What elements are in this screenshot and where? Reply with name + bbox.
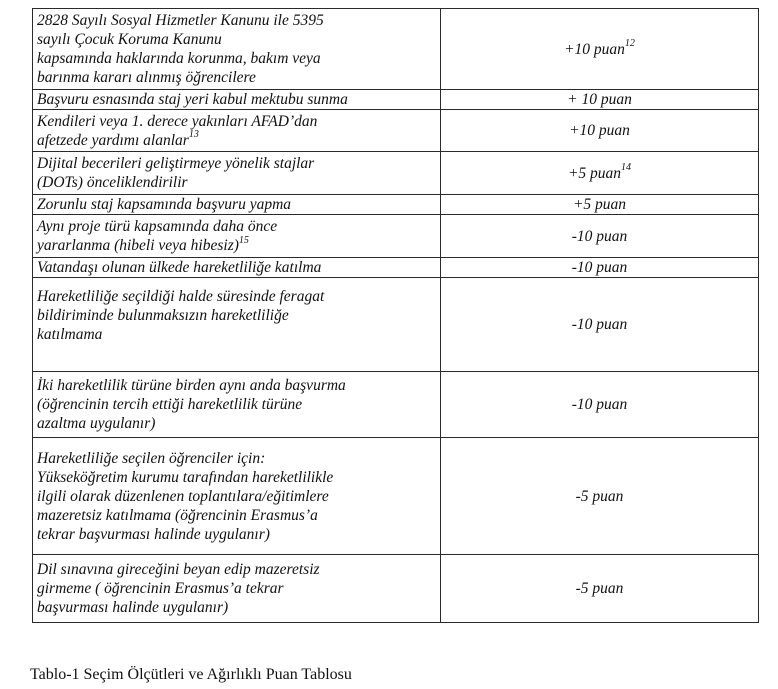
criterion-cell — [33, 215, 441, 258]
table-caption: Tablo-1 Seçim Ölçütleri ve Ağırlıklı Puan Tablosu — [30, 666, 352, 683]
criterion-cell — [33, 438, 441, 555]
footnote-marker: 15 — [238, 234, 249, 246]
score-cell — [441, 555, 759, 623]
table-row — [33, 258, 759, 278]
table-row — [33, 438, 759, 555]
criterion-line: başvurması halinde uygulanır) — [37, 599, 229, 616]
score-value: -10 puan — [571, 396, 628, 413]
table-row — [33, 90, 759, 110]
criterion-line: İki hareketlilik türüne birden aynı anda başvurma — [37, 377, 346, 394]
table-row — [33, 152, 759, 195]
criterion-line: Dil sınavına gireceğini beyan edip mazeretsiz — [37, 561, 320, 578]
criterion-line: Başvuru esnasında staj yeri kabul mektubu sunma — [37, 91, 348, 108]
score-cell — [441, 215, 759, 258]
criterion-line: Dijital becerileri geliştirmeye yönelik stajlar — [37, 155, 315, 172]
score-cell — [441, 195, 759, 215]
score-value: -10 puan — [571, 316, 628, 333]
criterion-cell — [33, 372, 441, 438]
criterion-line: Aynı proje türü kapsamında daha önce — [37, 218, 278, 235]
criterion-line: ilgili olarak düzenlenen toplantılara/eğitimlere — [37, 487, 329, 505]
table-row — [33, 555, 759, 623]
table-row — [33, 110, 759, 152]
score-value: +5 puan — [572, 196, 627, 213]
criterion-cell — [33, 152, 441, 195]
table-row — [33, 215, 759, 258]
score-cell — [441, 438, 759, 555]
score-cell — [441, 372, 759, 438]
footnote-marker: 14 — [621, 162, 632, 174]
score-cell — [441, 152, 759, 195]
table-row — [33, 372, 759, 438]
score-value: +5 puan — [567, 164, 622, 182]
criterion-line: girmeme ( öğrencinin Erasmus’a tekrar — [37, 580, 284, 597]
score-cell — [441, 90, 759, 110]
table-row — [33, 9, 759, 90]
score-cell — [441, 9, 759, 90]
footnote-marker: 13 — [188, 129, 199, 141]
criterion-cell — [33, 555, 441, 623]
table-body — [33, 9, 759, 623]
criterion-line: afetzede yardımı alanlar — [37, 131, 189, 149]
criterion-line: azaltma uygulanır) — [37, 415, 156, 432]
criterion-line: sayılı Çocuk Koruma Kanunu — [37, 31, 222, 48]
criterion-line-with-footnote — [37, 236, 436, 255]
score-cell — [441, 258, 759, 278]
score-cell — [441, 110, 759, 152]
criterion-line: katılmama — [37, 325, 103, 343]
score-value: -10 puan — [571, 227, 628, 245]
criterion-line: 2828 Sayılı Sosyal Hizmetler Kanunu ile 5395 — [37, 12, 324, 29]
score-value: -5 puan — [575, 487, 624, 505]
criterion-line: Zorunlu staj kapsamında başvuru yapma — [37, 196, 292, 213]
criterion-line: Vatandaşı olunan ülkede hareketliliğe katılma — [37, 259, 322, 276]
footnote-marker: 12 — [624, 38, 635, 50]
criterion-line: barınma kararı alınmış öğrencilere — [37, 69, 256, 86]
criterion-cell — [33, 90, 441, 110]
score-value: + 10 puan — [567, 91, 632, 108]
criterion-line: yararlanma (hibeli veya hibesiz) — [37, 237, 239, 254]
score-value: -5 puan — [575, 580, 624, 597]
criterion-cell — [33, 195, 441, 215]
criterion-line: (DOTs) önceliklendirilir — [37, 174, 188, 191]
criterion-line: Yükseköğretim kurumu tarafından hareketlilikle — [37, 468, 334, 486]
criterion-line: Kendileri veya 1. derece yakınları AFAD’dan — [37, 112, 318, 130]
score-value: +10 puan — [569, 122, 630, 139]
criterion-cell — [33, 110, 441, 152]
criterion-cell — [33, 278, 441, 372]
criterion-line: mazeretsiz katılmama (öğrencinin Erasmus’a — [37, 506, 318, 524]
criterion-line: Hareketliliğe seçilen öğrenciler için: — [37, 449, 266, 467]
criterion-line — [37, 344, 436, 363]
criterion-line: bildiriminde bulunmaksızın hareketliliğe — [37, 306, 289, 324]
score-value: -10 puan — [571, 259, 628, 276]
score-value: +10 puan — [564, 40, 625, 58]
score-cell — [441, 278, 759, 372]
criterion-line: kapsamında haklarında korunma, bakım veya — [37, 50, 321, 67]
criterion-cell — [33, 9, 441, 90]
criterion-line: Hareketliliğe seçildiği halde süresinde feragat — [37, 287, 325, 305]
selection-criteria-table — [32, 8, 759, 623]
criterion-line-with-footnote — [37, 131, 436, 150]
table-row — [33, 195, 759, 215]
criterion-cell — [33, 258, 441, 278]
criterion-line: (öğrencinin tercih ettiği hareketlilik türüne — [37, 396, 303, 413]
table-row — [33, 278, 759, 372]
criterion-line: tekrar başvurması halinde uygulanır) — [37, 525, 270, 543]
